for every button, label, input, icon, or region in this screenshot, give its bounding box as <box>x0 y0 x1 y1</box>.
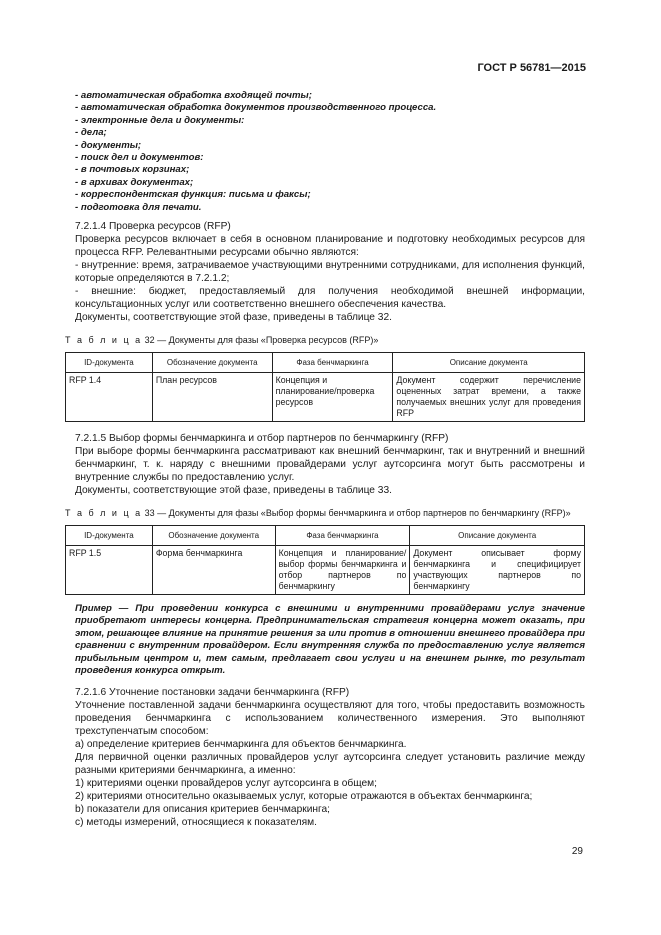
paragraph: - внутренние: время, затрачиваемое участвующими внутренними сотрудниками, для исполнения функций, которые определяются в 7.2.1.2; <box>75 260 585 285</box>
column-header: ID-документа <box>66 526 153 546</box>
list-item: - электронные дела и документы: <box>75 114 245 126</box>
table-cell: Концепция и планирование/выбор формы бенчмаркинга и отбор партнеров по бенчмаркингу <box>275 546 410 595</box>
table-32-caption <box>65 334 585 346</box>
list-item: - в архивах документах; <box>75 176 194 188</box>
bullet-list <box>75 90 585 214</box>
column-header: ID-документа <box>66 353 153 373</box>
column-header: Описание документа <box>393 353 585 373</box>
table-cell: Документ описывает форму бенчмаркинга и специфицирует участвующих партнеров по бенчмаркингу <box>410 546 585 595</box>
standard-header: ГОСТ Р 56781—2015 <box>477 62 586 74</box>
table-cell: RFP 1.5 <box>66 546 153 595</box>
paragraph: Документы, соответствующие этой фазе, приведены в таблице 33. <box>75 485 392 497</box>
list-item: - подготовка для печати. <box>75 201 202 213</box>
list-item: - дела; <box>75 127 107 139</box>
paragraph: Для первичной оценки различных провайдеров услуг аутсорсинга следует установить различие между разными критериями бенчмаркинга, а именно: <box>75 751 585 776</box>
example-note: Пример — При проведении конкурса с внешними и внутренними провайдерами услуг значение приобретают интересы концерна. Предпринимательская стратегия концерна может оказать, при этом, решающее влияние на принятие решения за или против в отношении внешнего провайдера при сравнении с внутренним провайдером. Если внутренняя служба по предоставлению услуг является прибыльным центром и, тем самым, предлагает свои услуги и на внешнем рынке, то результат проведения конкурса открыт. <box>75 603 585 677</box>
column-header: Описание документа <box>410 526 585 546</box>
page-content <box>65 90 585 829</box>
paragraph: Проверка ресурсов включает в себя в основном планирование и подготовку необходимых ресурсов для процесса RFP. Релевантными ресурсами обычно являются: <box>75 234 585 259</box>
list-item: - автоматическая обработка входящей почты; <box>75 90 312 101</box>
section-heading-7214: 7.2.1.4 Проверка ресурсов (RFP) <box>75 221 231 233</box>
paragraph: Уточнение поставленной задачи бенчмаркинга осуществляют для того, чтобы предоставить возможность проведения бенчмаркинга с использованием количественного измерения. Это выполняют трехступенчатым способом: <box>75 699 585 737</box>
list-item: - документы; <box>75 139 142 151</box>
table-33-caption <box>65 507 585 519</box>
table-caption-text: 32 — Документы для фазы «Проверка ресурсов (RFP)» <box>144 335 379 346</box>
section-heading-7216: 7.2.1.6 Уточнение постановки задачи бенчмаркинга (RFP) <box>75 686 350 698</box>
table-header-row <box>66 526 585 546</box>
paragraph: При выборе формы бенчмаркинга рассматривают как внешний бенчмаркинг, так и внутренний и внешний бенчмаркинг, т. к. наряду с внешними провайдерами услуг аутсорсинга могут быть рассмотрены и внутренние службы по предоставлению услуг. <box>75 446 585 484</box>
table-cell: Документ содержит перечисление оцененных затрат времени, а также получаемых внешних услуг для проведения RFP <box>393 373 585 422</box>
table-33 <box>65 525 585 595</box>
table-cell: Концепция и планирование/проверка ресурсов <box>272 373 393 422</box>
paragraph: c) методы измерений, относящиеся к показателям. <box>75 816 317 828</box>
column-header: Обозначение документа <box>152 353 272 373</box>
table-row <box>66 546 585 595</box>
column-header: Фаза бенчмаркинга <box>275 526 410 546</box>
table-caption-text: 33 — Документы для фазы «Выбор формы бенчмаркинга и отбор партнеров по бенчмаркингу (RFP)» <box>144 508 571 519</box>
paragraph: b) показатели для описания критериев бенчмаркинга; <box>75 803 331 815</box>
column-header: Фаза бенчмаркинга <box>272 353 393 373</box>
paragraph: 1) критериями оценки провайдеров услуг аутсорсинга в общем; <box>75 777 377 789</box>
column-header: Обозначение документа <box>152 526 275 546</box>
table-cell: Форма бенчмаркинга <box>152 546 275 595</box>
paragraph: - внешние: бюджет, предоставляемый для получения необходимой внешней информации, консультационных услуг или соответственно внешнего обеспечения качества. <box>75 286 585 311</box>
paragraph: 2) критериями относительно оказываемых услуг, которые отражаются в объектах бенчмаркинга; <box>75 790 533 802</box>
table-32 <box>65 352 585 422</box>
paragraph: Документы, соответствующие этой фазе, приведены в таблице 32. <box>75 312 392 324</box>
list-item: - корреспондентская функция: письма и факсы; <box>75 189 311 201</box>
table-cell: План ресурсов <box>152 373 272 422</box>
list-item: - поиск дел и документов: <box>75 152 204 164</box>
table-row <box>66 373 585 422</box>
table-header-row <box>66 353 585 373</box>
list-item: - в почтовых корзинах; <box>75 164 190 176</box>
page-number: 29 <box>571 846 583 857</box>
list-item: - автоматическая обработка документов производственного процесса. <box>75 102 437 114</box>
table-caption-label: Т а б л и ц а <box>65 508 143 519</box>
table-cell: RFP 1.4 <box>66 373 153 422</box>
table-caption-label: Т а б л и ц а <box>65 335 143 346</box>
section-heading-7215: 7.2.1.5 Выбор формы бенчмаркинга и отбор партнеров по бенчмаркингу (RFP) <box>75 433 449 445</box>
paragraph: а) определение критериев бенчмаркинга для объектов бенчмаркинга. <box>75 738 407 750</box>
